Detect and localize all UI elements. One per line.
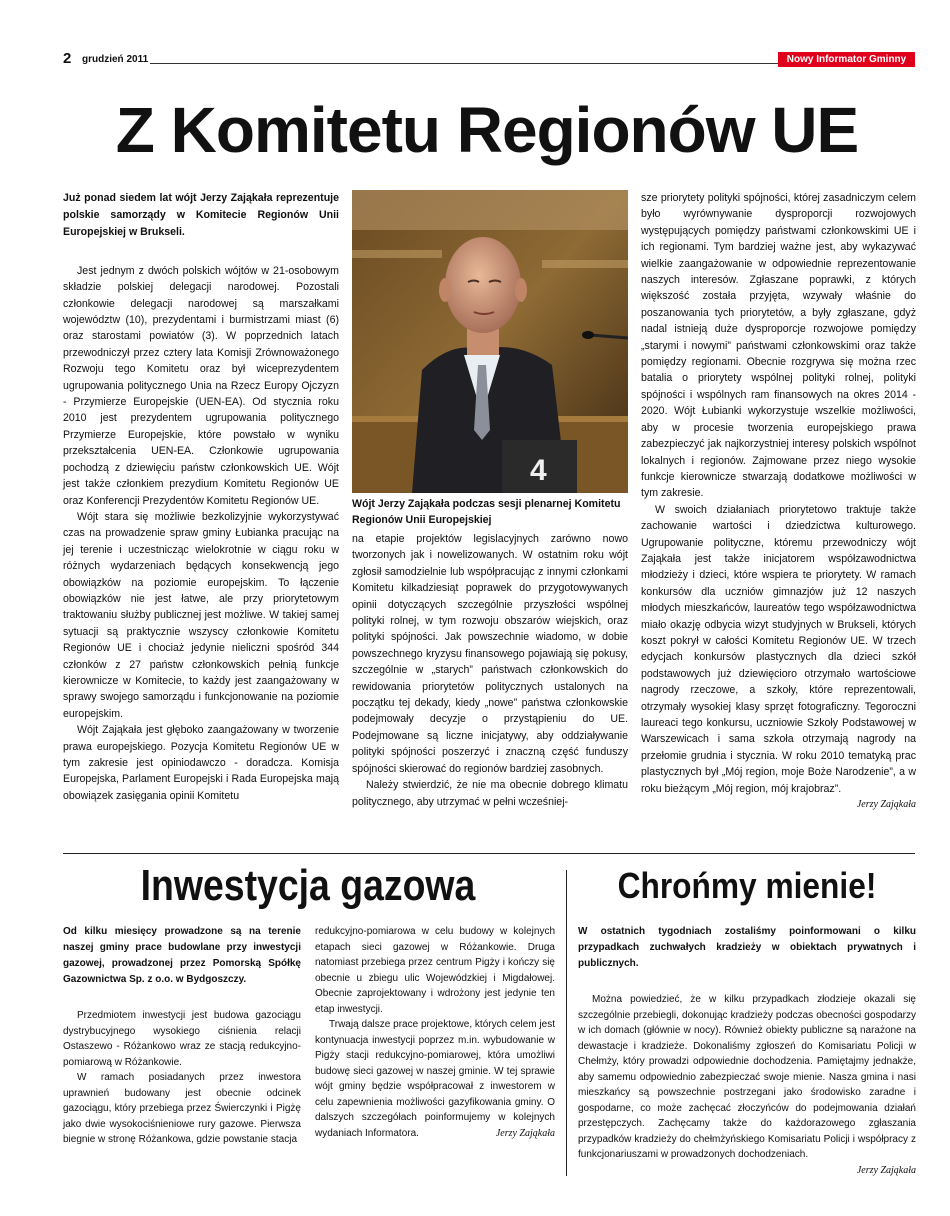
main-column-2: [352, 531, 628, 810]
main-col2-paragraph: Należy stwierdzić, że nie ma obecnie dobrego klimatu politycznego, aby utrzymać w pełni wcześniej-: [352, 779, 628, 808]
gas-headline: Inwestycja gazowa: [140, 861, 476, 910]
main-signature: Jerzy Zająkała: [856, 799, 916, 811]
main-lead: Już ponad siedem lat wójt Jerzy Zająkała reprezentuje polskie samorządy w Komitecie Regionów Unii Europejskiej w Brukseli.: [63, 192, 339, 238]
property-headline: Chrońmy mienie!: [617, 865, 877, 906]
main-col1-paragraph: Jest jednym z dwóch polskich wójtów w 21-osobowym składzie polskiej delegacji narodowej. Pozostali członkowie delegacji narodowej są marszałkami województw (10), prezydentami i burmistrzami miast (6) oraz starostami powiatów (3). W poprzednich latach przewodniczył przez cztery lata Komisji Zrównoważonego Rozwoju tego Komitetu oraz był wiceprezydentem ugrupowania politycznego Unia na Rzecz Europy Ojczyzn - Przymierze Europejskie (UEN-EA). Od stycznia roku 2010 jest prezydentem ugrupowania politycznego Przymierze Europejskie, które powstało w wyniku przekształcenia UEN-EA. Członkowie ugrupowania pochodzą z dziewięciu państw członkowskich UE. Wójt jest także członkiem prezydium Komitetu Regionów UE oraz Konferencji Prezydentów Komitetu Regionów UE.: [63, 264, 339, 507]
gas-col2-text: Trwają dalsze prace projektowe, których celem jest kontynuacja inwestycji poprzez m.in. wybudowanie w Pigży stacji redukcyjno-pomiarowej, która umożliwi budowę sieci gazowej w naszej gminie. W tej sprawie wójt gminy będzie współpracował z inwestorem w celu zapewnienia możliwości gazyfikowania gminy. O dalszych szczegółach poinformujemy w kolejnych wydaniach Informatora.: [315, 1019, 555, 1139]
photo-caption: Wójt Jerzy Zająkała podczas sesji plenarnej Komitetu Regionów Unii Europejskiej: [352, 498, 621, 526]
main-col3-paragraph: sze priorytety polityki spójności, której zasadniczym celem było wyrównywanie dysproporcji rozwojowych występujących pomiędzy państwami członkowskimi UE i ich regionami. Tym bardziej ważne jest, aby wykazywać wielkie zaangażowanie w odpowiednie reprezentowanie naszych interesów. Zgłaszane poprawki, z których większość została przyjęta, wzywały właśnie do poszanowania tych priorytetów, a były zgłaszane, gdyż nadal istnieją duże dysproporcje rozwojowe pomiędzy „starymi i nowymi” państwami członkowskimi oraz także pomiędzy regionami. Obecnie rozgrywa się można rzec batalia o priorytety wspólnej polityki rolnej, polityki spójności i wspólnych ram finansowych na okres 2014 - 2020. Wójt Łubianki wykorzystuje wszelkie możliwości, aby w procesie tworzenia europejskiego prawa zabezpieczyć jak najkorzystniej interesy polskich wspólnot lokalnych i regionów. Zajmowane przez niego wysokie funkcje kierownicze stwarzają dodatkowe możliwości w tym zakresie.: [641, 192, 916, 500]
property-paragraph: Można powiedzieć, że w kilku przypadkach złodzieje okazali się szczególnie przebiegli, dokonując kradzieży podczas obecności gospodarzy w ich domach (głównie w nocy). Również obiekty publiczne są narażone na dewastacje i kradzieże. Dokonaliśmy zgłoszeń do Komisariatu Policji w Chełmży, który prowadzi odpowiednie dochodzenia. Pamiętajmy jednakże, aby samemu odpowiednio zabezpieczać swoje mienie. Nasza gmina i nasi mieszkańcy są powszechnie postrzegani jako środowisko zaradne i gospodarne, co może zachęcać złoczyńców do podejmowania działań przestępczych. Zachęcamy także do każdorazowego zgłaszania przypadków kradzieży do chełmżyńskiego Komisariatu Policji i współpracy z funkcjonariuszami w prowadzonych dochodzeniach.: [578, 994, 916, 1160]
gas-col2-paragraph: redukcyjno-pomiarowa w celu budowy w kolejnych etapach sieci gazowej w Różankowie. Druga natomiast przebiega przez centrum Pigży i kończy się obecnie u zbiegu ulic Wojewódzkiej i Migdałowej. Obecnie zaprojektowany i wdrożony jest jedynie ten etap inwestycji.: [315, 926, 555, 1015]
issue-date: grudzień 2011: [82, 54, 149, 65]
section-divider: [63, 853, 915, 854]
gas-col1-paragraph: Przedmiotem inwestycji jest budowa gazociągu dystrybucyjnego wysokiego ciśnienia relacji Ostaszewo - Różankowo wraz ze stacją redukcyjno-pomiarową w Różankowie.: [63, 1010, 301, 1068]
gas-col2-paragraph: [315, 1017, 555, 1141]
header-rule: [150, 63, 778, 64]
main-col1-paragraph: Wójt Zająkała jest głęboko zaangażowany w tworzenie prawa europejskiego. Pozycja Komitetu Regionów UE w tym zakresie jest opiniodawczo - doradcza. Komisja Europejska, Parlament Europejski i Rada Europejska mają obowiązek zasięgania opinii Komitetu: [63, 724, 339, 802]
property-lead: W ostatnich tygodniach zostaliśmy poinformowani o kilku przypadkach zuchwałych kradzieży w obiektach prywatnych i publicznych.: [578, 926, 916, 969]
gas-lead: Od kilku miesięcy prowadzone są na terenie naszej gminy prace budowlane przy inwestycji gazowej, prowadzonej przez Pomorską Spółkę Gazownictwa Sp. z o.o. w Bydgoszczy.: [63, 926, 301, 985]
main-headline: Z Komitetu Regionów UE: [115, 94, 859, 166]
plenary-session-photo: [352, 190, 628, 493]
main-column-1: [63, 190, 339, 804]
property-signature: Jerzy Zająkała: [856, 1164, 916, 1176]
main-col3-paragraph: W swoich działaniach priorytetowo traktuje także zachowanie wartości i dziedzictwa kulturowego. Ugrupowanie polityczne, któremu przewodniczy wójt Zająkała jest także inicjatorem współzawodnictwa młodzieży i dzieci, które wspiera te priorytety. W ramach konkursów dla uczniów gimnazjów już 12 naszych młodych mieszkańców, laureatów tego współzawodnictwa miało okazję odbycia wizyt studyjnych w Brukseli, których koszt pokrył w całości Komitetu Regionów UE. W trzech edycjach konkursów plastycznych dla dzieci szkół podstawowych już dziewięcioro otrzymało wartościowe nagrody rzeczowe, a szkoły, które reprezentowali, otrzymały wysokiej klasy sprzęt fotograficzny. Tegoroczni laureaci tego konkursu, uczniowie Szkoły Podstawowej w Warszewicach i sama szkoła otrzymają nagrody na przełomie grudnia i stycznia. W roku 2010 tematyką prac plastycznych był „Mój region, moje Boże Narodzenie”, a w roku bieżącym „Mój region, mój krajobraz”.: [641, 503, 916, 795]
property-column: [578, 924, 916, 1178]
gas-column-1: [63, 924, 301, 1148]
main-column-3: [641, 190, 916, 813]
seat-number: 4: [530, 454, 547, 487]
gas-col1-paragraph: W ramach posiadanych przez inwestora uprawnień budowany jest obecnie odcinek gazociągu, który przebiega przez Świerczynki i Pigżę jako dwie wysokociśnieniowe rury gazowe. Pierwsza biegnie w stronę Różankowa, gdzie powstanie stacja: [63, 1072, 301, 1145]
page-number: 2: [63, 50, 72, 67]
column-divider: [566, 870, 567, 1176]
gas-signature: Jerzy Zająkała: [495, 1127, 555, 1139]
publication-tag: Nowy Informator Gminny: [778, 52, 915, 67]
main-col2-paragraph: na etapie projektów legislacyjnych zarówno nowo tworzonych jak i nowelizowanych. W ostatnim roku wójt zgłosił samodzielnie lub współpracując z innymi członkami Komitetu kilkadziesiąt poprawek do przygotowywanych opinii dotyczących szczególnie przyszłości wspólnej polityki rolnej, w tym rozwoju obszarów wiejskich, oraz polityki spójności. Jak powszechnie wiadomo, w dobie powszechnego kryzysu finansowego pojawiają się pokusy, szczególnie w „starych” państwach członkowskich do rewidowania priorytetów politycznych ustalonych na początku tej dekady, kiedy „nowe” państwa członkowskie podejmowały decyzje o przystąpieniu do UE. Podejmowane są liczne inicjatywy, aby oddziaływanie polityki spójności poszerzyć i znaczną część funduszy spójności skierować do regionów bardziej zasobnych.: [352, 533, 628, 775]
main-col1-paragraph: Wójt stara się możliwie bezkolizyjnie wykorzystywać czas na prowadzenie spraw gminy Łubianka pracując na jej terenie i uczestnicząc wielokrotnie w ciągu roku w różnych wydarzeniach będących konsekwencją jego obowiązków na poziomie europejskim. To łączenie obowiązków nie jest łatwe, ale przy priorytetowym traktowaniu służby publicznej jest możliwe. W takiej samej sytuacji są praktycznie wszyscy członkowie Komitetu Regionów UE i chociaż jedynie nieliczni spośród 344 członków z 27 państw członkowskich pełnią funkcje kierownicze w Komitecie, to każdy jest zaangażowany w sprawy swojego samorządu i funkcjonowanie na poziomie europejskim.: [63, 510, 339, 720]
gas-column-2: [315, 924, 555, 1141]
